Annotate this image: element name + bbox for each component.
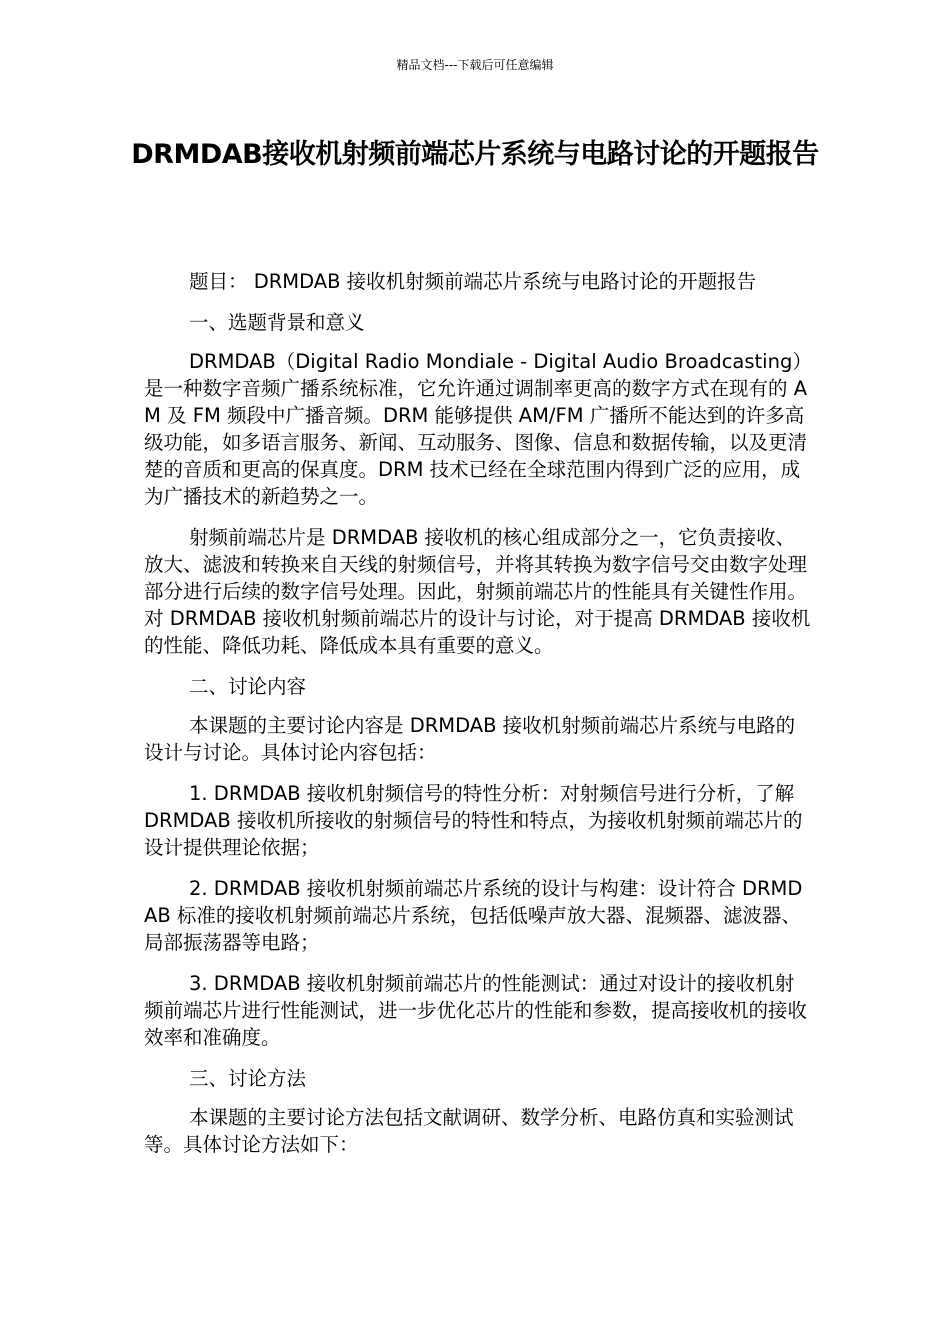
page-header: 精品文档---下载后可任意编辑 [396, 58, 554, 72]
list-item-2: 2. DRMDAB 接收机射频前端芯片系统的设计与构建：设计符合 DRMDAB 标准的接收机射频前端芯片系统，包括低噪声放大器、混频器、滤波器、局部振荡器等电路； [144, 877, 803, 954]
topic-line: 题目： DRMDAB 接收机射频前端芯片系统与电路讨论的开题报告 [189, 270, 757, 293]
document-title: DRMDAB接收机射频前端芯片系统与电路讨论的开题报告 [131, 139, 819, 170]
document-body [144, 268, 812, 1172]
list-item-3: 3. DRMDAB 接收机射频前端芯片的性能测试：通过对设计的接收机射频前端芯片进行性能测试，进一步优化芯片的性能和参数，提高接收机的接收效率和准确度。 [144, 972, 808, 1049]
section-heading-content: 二、讨论内容 [189, 675, 307, 698]
section-heading-methods: 三、讨论方法 [189, 1067, 307, 1090]
paragraph-methods-intro: 本课题的主要讨论方法包括文献调研、数学分析、电路仿真和实验测试等。具体讨论方法如下： [144, 1106, 794, 1156]
paragraph-content-intro: 本课题的主要讨论内容是 DRMDAB 接收机射频前端芯片系统与电路的设计与讨论。具体讨论内容包括： [144, 714, 796, 764]
list-item-1: 1. DRMDAB 接收机射频信号的特性分析：对射频信号进行分析，了解 DRMDAB 接收机所接收的射频信号的特性和特点，为接收机射频前端芯片的设计提供理论依据； [144, 782, 803, 859]
section-heading-background: 一、选题背景和意义 [189, 311, 365, 334]
paragraph-rf-frontend: 射频前端芯片是 DRMDAB 接收机的核心组成部分之一，它负责接收、放大、滤波和转换来自天线的射频信号，并将其转换为数字信号交由数字处理部分进行后续的数字信号处理。因此，射频前端芯片的性能具有关键性作用。对 DRMDAB 接收机射频前端芯片的设计与讨论，对于提高 DRMDAB 接收机的性能、降低功耗、降低成本具有重要的意义。 [144, 526, 811, 657]
paragraph-drmdab-intro: DRMDAB（Digital Radio Mondiale - Digital Audio Broadcasting）是一种数字音频广播系统标准，它允许通过调制率更高的数字方式在现有的 AM 及 FM 频段中广播音频。DRM 能够提供 AM/FM 广播所不能达到的许多高级功能，如多语言服务、新闻、互动服务、图像、信息和数据传输，以及更清楚的音质和更高的保真度。DRM 技术已经在全球范围内得到广泛的应用，成为广播技术的新趋势之一。 [144, 350, 812, 508]
